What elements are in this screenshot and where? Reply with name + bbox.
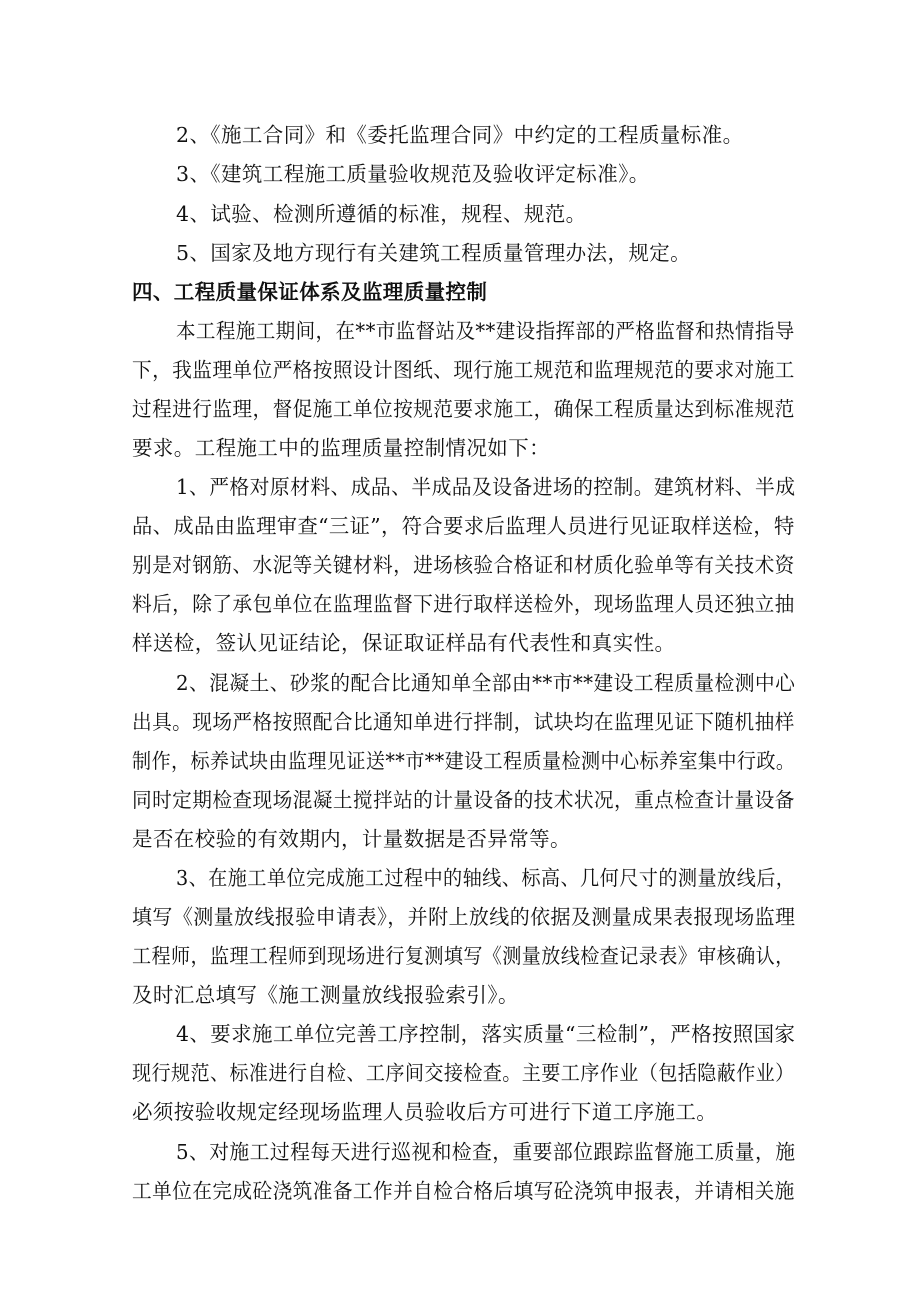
point4-line-3: 必须按验收规定经现场监理人员验收后方可进行下道工序施工。 — [132, 1100, 718, 1124]
point1-line-3: 别是对钢筋、水泥等关键材料，进场核验合格证和材质化验单等有关技术资 — [132, 553, 795, 577]
point1-line-1: 1、严格对原材料、成品、半成品及设备进场的控制。建筑材料、半成 — [176, 475, 796, 499]
point3-line-2: 填写《测量放线报验申请表》，并附上放线的依据及测量成果表报现场监理 — [132, 905, 796, 929]
point2-line-3: 制作，标养试块由监理见证送**市**建设工程质量检测中心标养室集中行政。 — [132, 749, 796, 773]
point4-line-1: 4、要求施工单位完善工序控制，落实质量“三检制”，严格按照国家 — [176, 1022, 796, 1046]
point1-line-4: 料后，除了承包单位在监理监督下进行取样送检外，现场监理人员还独立抽 — [132, 592, 795, 616]
point2-line-4: 同时定期检查现场混凝土搅拌站的计量设备的技术状况，重点检查计量设备 — [132, 788, 795, 812]
point3-line-1: 3、在施工单位完成施工过程中的轴线、标高、几何尺寸的测量放线后， — [176, 866, 796, 890]
point4-line-2: 现行规范、标准进行自检、工序间交接检查。主要工序作业（包括隐蔽作业） — [132, 1061, 795, 1085]
list-item-2: 2、《施工合同》和《委托监理合同》中约定的工程质量标准。 — [176, 123, 744, 147]
section-heading: 四、工程质量保证体系及监理质量控制 — [132, 280, 488, 304]
point5-line-2: 工单位在完成砼浇筑准备工作并自检合格后填写砼浇筑申报表，并请相关施 — [132, 1179, 795, 1203]
point5-line-1: 5、对施工过程每天进行巡视和检查，重要部位跟踪监督施工质量，施 — [176, 1140, 796, 1164]
intro-line-2: 下，我监理单位严格按照设计图纸、现行施工规范和监理规范的要求对施工 — [132, 358, 795, 382]
point3-line-3: 工程师，监理工程师到现场进行复测填写《测量放线检查记录表》审核确认， — [132, 944, 795, 968]
list-item-3: 3、《建筑工程施工质量验收规范及验收评定标准》。 — [176, 162, 650, 186]
list-item-4: 4、试验、检测所遵循的标准，规程、规范。 — [176, 202, 587, 226]
point2-line-2: 出具。现场严格按照配合比通知单进行拌制，试块均在监理见证下随机抽样 — [132, 710, 795, 734]
point3-line-4: 及时汇总填写《施工测量放线报验索引》。 — [132, 983, 519, 1007]
list-item-5: 5、国家及地方现行有关建筑工程质量管理办法，规定。 — [176, 241, 692, 265]
intro-line-1: 本工程施工期间，在**市监督站及**建设指挥部的严格监督和热情指导 — [176, 319, 795, 343]
intro-line-3: 过程进行监理，督促施工单位按规范要求施工，确保工程质量达到标准规范 — [132, 397, 795, 421]
intro-line-4: 要求。工程施工中的监理质量控制情况如下： — [132, 436, 550, 460]
point2-line-1: 2、混凝土、砂浆的配合比通知单全部由**市**建设工程质量检测中心 — [176, 671, 796, 695]
point1-line-2: 品、成品由监理审查“三证”，符合要求后监理人员进行见证取样送检，特 — [132, 514, 795, 538]
point1-line-5: 样送检，签认见证结论，保证取证样品有代表性和真实性。 — [132, 631, 676, 655]
point2-line-5: 是否在校验的有效期内，计量数据是否异常等。 — [132, 827, 571, 851]
